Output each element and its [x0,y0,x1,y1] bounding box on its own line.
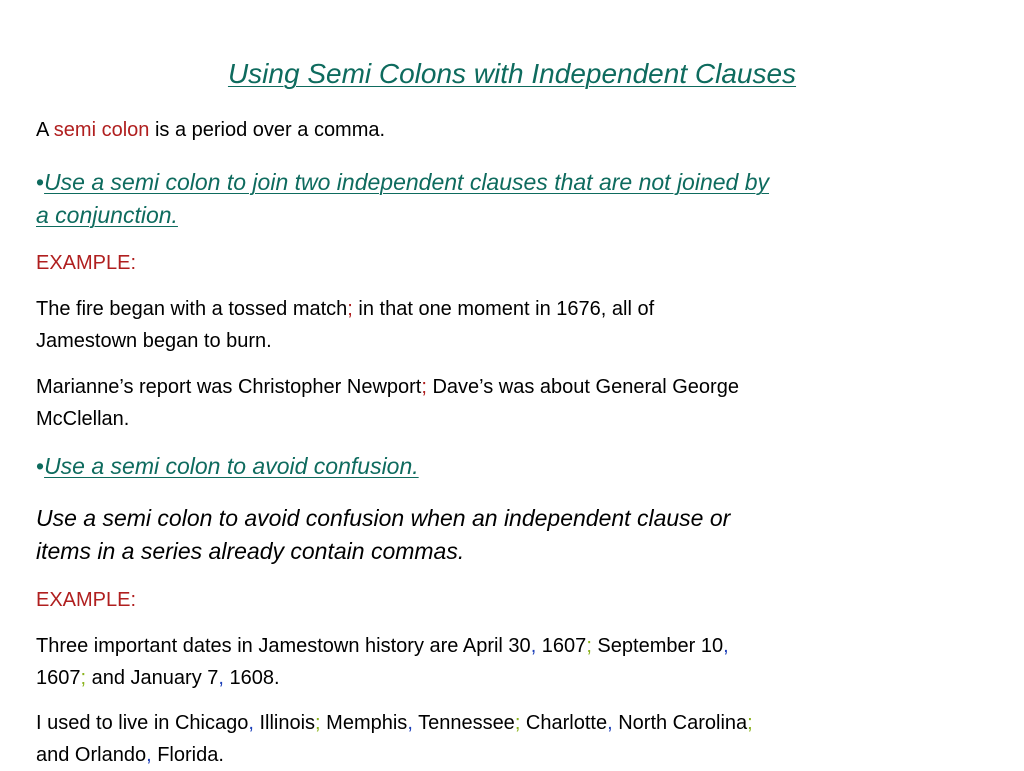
example-3-text-3: September 10 [591,635,724,657]
example-1-line-2: Jamestown began to burn. [36,330,272,352]
rule-2-detail [36,502,976,568]
rule-2-text: Use a semi colon to avoid confusion. [44,453,419,479]
example-4-comma-3: , [607,712,613,734]
example-3-comma-3: , [218,667,224,689]
example-fire [36,293,976,357]
example-1-semicolon: ; [347,298,353,320]
example-3-semicolon-1: ; [586,635,592,657]
example-3-comma-2: , [723,635,729,657]
example-3-text-5: and January 7 [86,667,219,689]
rule-1-line-2: a conjunction. [36,202,178,228]
example-1-part-2: in that one moment in 1676, all of [352,298,655,320]
rule-1-line-1: Use a semi colon to join two independent clauses that are not joined by [44,169,770,195]
example-4-semicolon-2: ; [514,712,521,734]
rule-join-clauses [36,166,976,232]
example-4-text-6: North Carolina [612,712,748,734]
example-1-part-1: The fire began with a tossed match [36,298,348,320]
intro-a: A [36,119,54,141]
rule-2-detail-line-1: Use a semi colon to avoid confusion when an independent clause or [36,505,731,531]
slide-title: Using Semi Colons with Independent Clauses [227,58,797,89]
bullet-1: • [36,169,45,195]
example-4-comma-4: , [146,744,152,766]
example-report [36,371,976,435]
example-cities [36,707,976,771]
example-label-1: EXAMPLE: [36,252,137,274]
example-3-comma-1: , [530,635,537,657]
example-4-text-2: Illinois [253,712,316,734]
term-semi-colon: semi colon [53,119,150,141]
example-2-line-2: McClellan. [36,408,130,430]
example-dates [36,630,976,694]
example-4-text-3: Memphis [320,712,408,734]
example-2-semicolon: ; [421,376,427,398]
example-2-part-2: Dave’s was about General George [426,376,739,398]
example-4-comma-1: , [248,712,254,734]
rule-2-detail-line-2: items in a series already contain commas. [36,538,465,564]
example-4-text-8: Florida. [151,744,224,766]
example-3-text-2: 1607 [536,635,587,657]
example-3-semicolon-2: ; [80,667,87,689]
example-3-text-1: Three important dates in Jamestown history are April 30 [36,635,531,657]
intro-rest: is a period over a comma. [149,119,386,141]
example-3-text-4: 1607 [36,667,81,689]
example-4-semicolon-3: ; [747,712,753,734]
bullet-2: • [36,453,45,479]
example-label-2: EXAMPLE: [36,589,137,611]
rule-avoid-confusion [36,450,976,483]
example-4-semicolon-1: ; [315,712,321,734]
example-4-text-5: Charlotte [520,712,608,734]
example-4-comma-2: , [407,712,413,734]
intro-sentence [36,114,976,146]
example-4-text-4: Tennessee [412,712,515,734]
example-4-text-7: and Orlando [36,744,147,766]
example-4-text-1: I used to live in Chicago [36,712,249,734]
example-2-part-1: Marianne’s report was Christopher Newport [36,376,422,398]
example-3-text-6: 1608. [223,667,280,689]
